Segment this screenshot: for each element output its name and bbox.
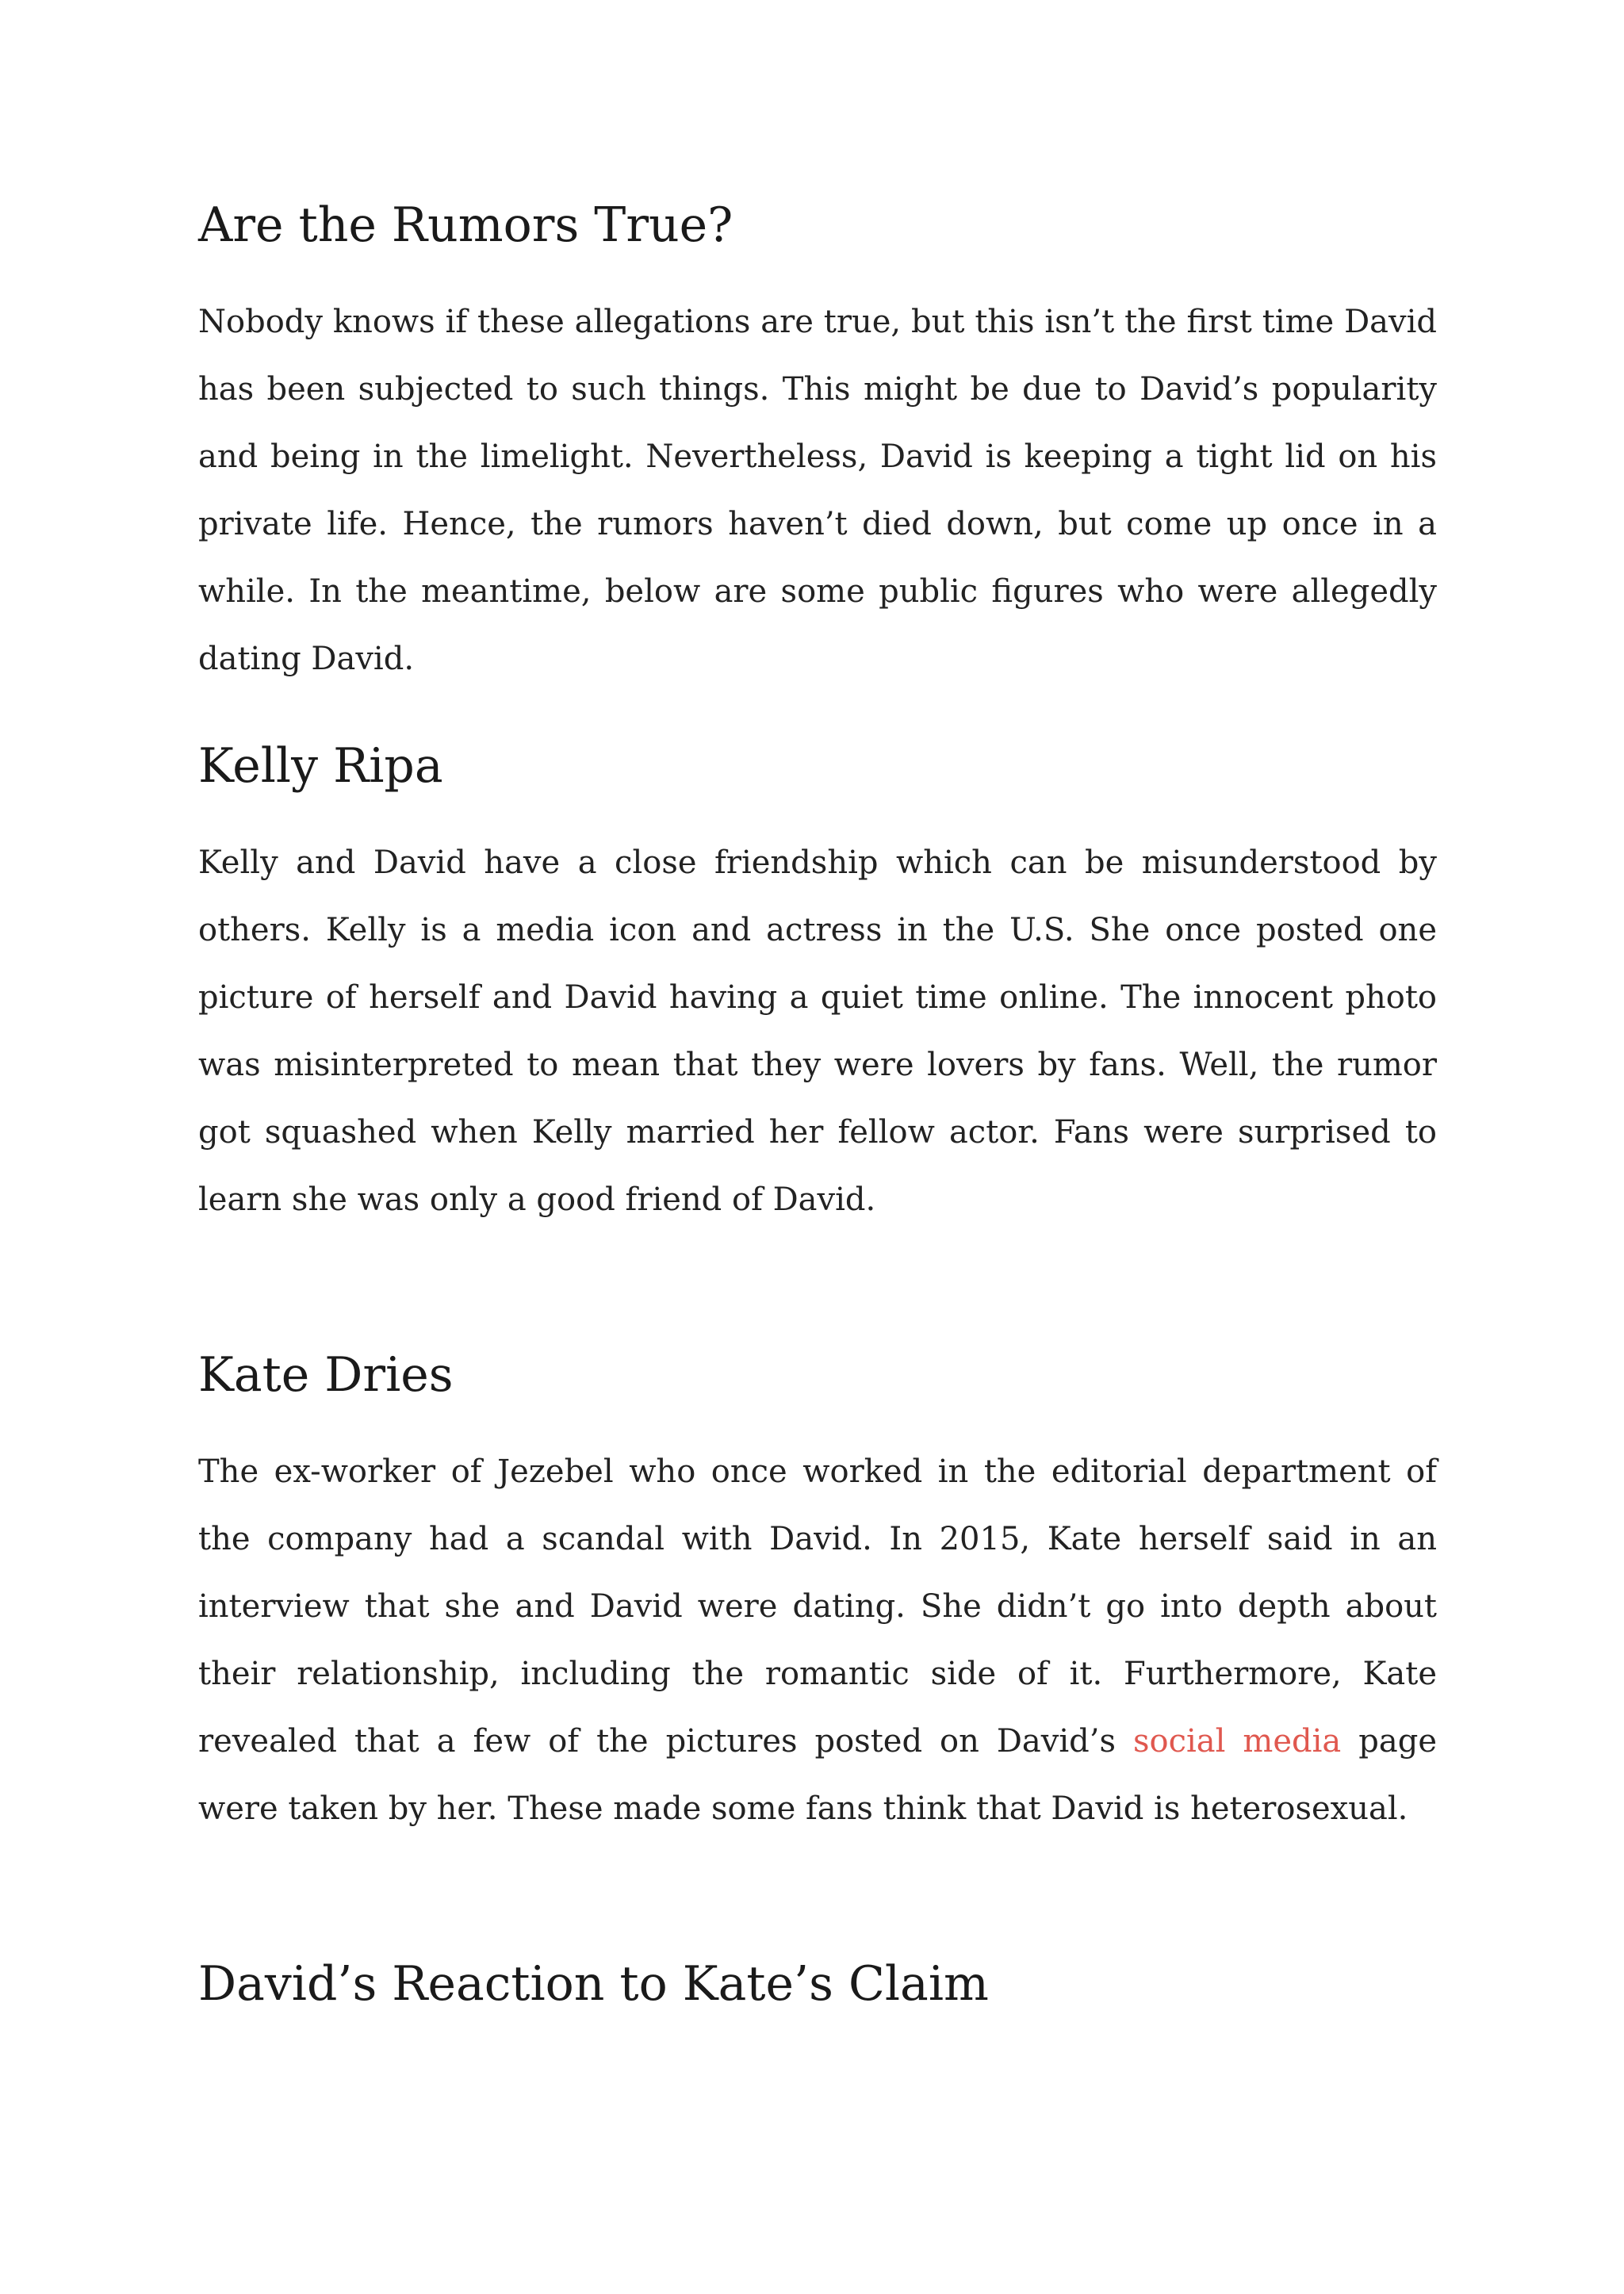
section-heading: Are the Rumors True?	[198, 197, 733, 253]
section-davids-reaction	[198, 1955, 1437, 2013]
section-heading: David’s Reaction to Kate’s Claim	[198, 1956, 989, 2012]
section-paragraph	[198, 1438, 1437, 1843]
section-heading: Kate Dries	[198, 1347, 454, 1403]
paragraph-text: page were taken by her. These made some fans think that David is heterosexual.	[198, 1723, 1437, 1827]
section-kelly-ripa	[198, 737, 1437, 1234]
section-paragraph: Kelly and David have a close friendship which can be misunderstood by others. Kelly is a media icon and actress in the U.S. She once posted one picture of herself and David having a quiet time online. The innocent photo was misinterpreted to mean that they were lovers by fans. Well, the rumor got squashed when Kelly married her fellow actor. Fans were surprised to learn she was only a good friend of David.	[198, 844, 1437, 1218]
section-paragraph: Nobody knows if these allegations are true, but this isn’t the first time David has been subjected to such things. This might be due to David’s popularity and being in the limelight. Nevertheless, David is keeping a tight lid on his private life. Hence, the rumors haven’t died down, but come up once in a while. In the meantime, below are some public figures who were allegedly dating David.	[198, 304, 1437, 677]
section-kate-dries	[198, 1346, 1437, 1843]
paragraph-text: The ex-worker of Jezebel who once worked in the editorial department of the company had a scandal with David. In 2015, Kate herself said in an interview that she and David were dating. She didn’t go into depth about their relationship, including the romantic side of it. Furthermore, Kate revealed that a few of the pictures posted on David’s	[198, 1453, 1437, 1760]
social-media-link[interactable]: social media	[1133, 1723, 1342, 1760]
section-rumors	[198, 197, 1437, 693]
section-heading: Kelly Ripa	[198, 738, 443, 794]
